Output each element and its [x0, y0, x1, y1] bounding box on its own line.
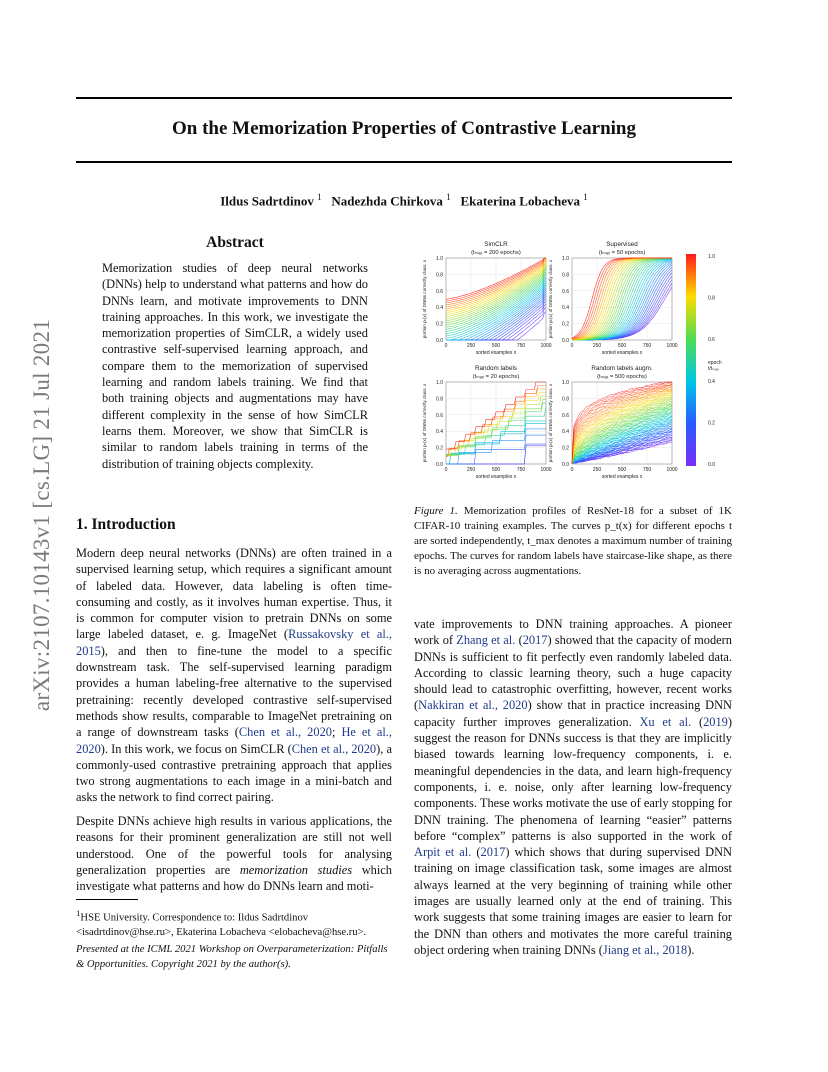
author-name: Ildus Sadrtdinov: [220, 193, 314, 209]
x-axis-label: sorted examples x: [475, 350, 517, 356]
intro-paragraph-2-part-1: [76, 813, 392, 894]
x-tick-label: 0: [570, 467, 574, 473]
y-tick-label: 1.0: [562, 256, 569, 262]
y-tick-label: 0.2: [436, 445, 443, 452]
colorbar: [686, 254, 696, 466]
caption-label: Figure 1.: [414, 505, 458, 517]
x-tick-label: 250: [466, 343, 476, 349]
author-name: Nadezhda Chirkova: [331, 193, 443, 209]
body-text: ), and then to fine-tune the model to a specific downstream task. The self-supervised learning paradigm provides a human labeling-free alternative to the supervised pretraining: recently developed contrastive self-supervised methods show results, comparable to ImageNet pretraining on a range of downstream tasks (: [76, 643, 392, 740]
y-tick-label: 0.2: [436, 321, 443, 328]
footnote-mark: 1: [76, 908, 81, 918]
top-rule: [76, 97, 732, 99]
body-text: (: [515, 633, 523, 648]
x-tick-label: 0: [570, 343, 574, 349]
body-text: Modern deep neural networks (DNNs) are often trained in a supervised learning setup, which requires a significant amount of labeled data. However, data labeling is often time-consuming and costly, as it involves human expertise. Thus, it is common for computer vision to pretrain DNNs on some large labeled dataset, e. g. ImageNet (: [76, 546, 392, 642]
intro-paragraph-1: [76, 545, 392, 806]
y-axis-label: portion pₜ(x) of DNNs correctly class. x: [422, 259, 427, 339]
body-text: which investigate what patterns and how do DNNs learn and moti-: [76, 862, 393, 894]
x-tick-label: 0: [444, 467, 448, 473]
x-tick-label: 250: [466, 467, 476, 473]
section-heading: 1. Introduction: [76, 516, 176, 533]
citation-link[interactable]: Xu et al.: [639, 714, 692, 729]
colorbar-tick: 0.6: [708, 337, 715, 344]
x-tick-label: 500: [491, 343, 501, 349]
body-text: (: [471, 845, 481, 860]
x-tick-label: 750: [516, 343, 526, 349]
x-tick-label: 250: [592, 467, 602, 473]
x-axis-label: sorted examples x: [601, 474, 643, 480]
subplot-subtitle: (tₘₐₓ = 50 epochs): [598, 250, 646, 256]
x-tick-label: 750: [516, 467, 526, 473]
subplot-subtitle: (tₘₐₓ = 500 epochs): [597, 374, 647, 380]
abstract-body: Memorization studies of deep neural networks (DNNs) help to understand what patterns and how do DNNs learn, and motivate improvements to DNN training approaches. In this work, we investigate the memorization properties of SimCLR, a widely used contrastive self-supervised learning approach, and compare them to the memorization of supervised learning and random labels training. We find that both training objects and augmentations may have different complexity in the sense of how SimCLR learns them. Moreover, we show that SimCLR is similar to random labels training in terms of the distribution of training objects complexity.: [102, 261, 368, 471]
citation-link[interactable]: Chen et al., 2020: [291, 741, 377, 756]
y-tick-label: 0.6: [562, 288, 569, 295]
body-text: ) which shows that during supervised DNN training on image classification task, some images are almost always learned at the very beginning of training while other images are usually learned only at the end of training. This work suggests that some training images are easier to learn for the DNN than others and motivates the more careful training object ordering when training DNNs (: [414, 845, 732, 957]
y-tick-label: 0.8: [436, 272, 443, 279]
citation-link[interactable]: Nakkiran et al., 2020: [418, 698, 528, 713]
citation-link[interactable]: He et al., 2020: [76, 725, 392, 756]
affiliation-mark: 1: [317, 192, 322, 202]
body-text: ). In this work, we focus on SimCLR (: [100, 741, 292, 756]
x-tick-label: 750: [642, 467, 652, 473]
y-tick-label: 1.0: [562, 380, 569, 386]
colorbar-tick: 0.4: [708, 378, 715, 385]
y-tick-label: 0.8: [562, 396, 569, 403]
y-tick-label: 0.4: [562, 305, 569, 312]
y-tick-label: 0.6: [562, 412, 569, 419]
body-text: Despite DNNs achieve high results in various applications, the reasons for their prominent generalization are still not well understood. One of the powerful tools for analysing generalization properties are: [76, 814, 392, 877]
y-tick-label: 0.2: [562, 445, 569, 452]
citation-link[interactable]: Russakovsky et al., 2015: [76, 627, 393, 658]
x-tick-label: 500: [617, 467, 627, 473]
subplot-subtitle: (tₘₐₓ = 20 epochs): [472, 374, 520, 380]
y-axis-label: portion pₜ(x) of DNNs correctly class. x: [548, 259, 553, 339]
body-text: (: [691, 714, 704, 729]
paper-title: On the Memorization Properties of Contrastive Learning: [171, 118, 636, 139]
citation-link[interactable]: Chen et al., 2020: [238, 725, 332, 740]
caption-text: Memorization profiles of ResNet-18 for a subset of 1K CIFAR-10 training examples. The curves p_t(x) for different epochs t are sorted independently, t_max denotes a maximum number of training epochs. The curves for random labels have staircase-like shape, as there is no averaging across augmentations.: [414, 505, 732, 577]
affiliation-mark: 1: [446, 192, 451, 202]
y-tick-label: 0.4: [436, 429, 443, 436]
footnote: [76, 906, 392, 941]
y-tick-label: 0.4: [436, 305, 443, 312]
citation-link[interactable]: Jiang et al., 2018: [602, 942, 688, 957]
subplot-title: Random labels: [474, 365, 518, 372]
y-tick-label: 0.0: [562, 338, 569, 344]
body-text: memorization studies: [239, 862, 353, 877]
body-text: ;: [331, 725, 342, 740]
body-text: ), a commonly-used contrastive pretraining approach that applies two strong augmentations to each image in a mini-batch and asks the network to find correct pairing.: [76, 741, 392, 805]
y-tick-label: 0.0: [436, 462, 443, 468]
citation-link[interactable]: Arpit et al.: [414, 845, 472, 860]
y-tick-label: 0.6: [436, 288, 443, 295]
title-rule: [76, 161, 732, 163]
body-text: ).: [687, 942, 695, 957]
subplot-title: Random labels augm.: [591, 365, 653, 372]
body-text: vate improvements to DNN training approaches. A pioneer work of: [414, 617, 732, 648]
x-tick-label: 1000: [666, 343, 678, 349]
citation-link[interactable]: 2017: [480, 845, 506, 860]
intro-paragraph-2-part-2: [414, 616, 732, 958]
body-text: ) suggest the reason for DNNs success is that they are implicitly biased towards learning low-frequency components, i. e. meaningful dependencies in the data, and learn high-frequency components, i. e. noise, only after learning low-frequency components. These works motivate the use of early stopping for DNN training. The phenomena of learning “easier” patterns before “complex” patterns is also supported in the work of: [414, 714, 732, 843]
y-tick-label: 0.4: [562, 429, 569, 436]
venue-note: Presented at the ICML 2021 Workshop on Overparameterization: Pitfalls & Opportunities. Copyright 2021 by the author(s).: [76, 944, 388, 970]
memorization-figure: [414, 234, 738, 484]
body-text: ) show that in practice increasing DNN capacity further improves generalization.: [414, 698, 732, 729]
x-tick-label: 1000: [540, 467, 552, 473]
footnote-text: HSE University. Correspondence to: Ildus Sadrtdinov <isadrtdinov@hse.ru>, Ekaterina Lobacheva <elobacheva@hse.ru>.: [76, 912, 367, 939]
y-tick-label: 0.0: [436, 338, 443, 344]
author-name: Ekaterina Lobacheva: [460, 193, 580, 209]
subplot-subtitle: (tₘₐₓ = 200 epochs): [471, 250, 521, 256]
x-axis-label: sorted examples x: [475, 474, 517, 480]
y-tick-label: 0.8: [436, 396, 443, 403]
footnote-rule: [76, 899, 138, 900]
y-tick-label: 0.8: [562, 272, 569, 279]
affiliation-mark: 1: [583, 192, 588, 202]
colorbar-label: t/tₘₐₓ: [708, 366, 719, 372]
body-text: ) showed that the capacity of modern DNNs is sufficient to fit perfectly even randomly labeled data. According to classic learning theory, such a huge capacity should lead to catastrophic overfitting, however, recent works (: [414, 633, 732, 713]
x-tick-label: 0: [444, 343, 448, 349]
x-tick-label: 1000: [666, 467, 678, 473]
colorbar-tick: 1.0: [708, 254, 715, 260]
subplot-title: Supervised: [606, 241, 638, 248]
arxiv-identifier: arXiv:2107.10143v1 [cs.LG] 21 Jul 2021: [29, 318, 54, 712]
y-tick-label: 0.0: [562, 462, 569, 468]
citation-link[interactable]: Zhang et al.: [456, 633, 516, 648]
citation-link[interactable]: 2017: [522, 633, 548, 648]
colorbar-label: epoch: [708, 360, 722, 366]
x-tick-label: 250: [592, 343, 602, 349]
colorbar-tick: 0.2: [708, 420, 715, 427]
citation-link[interactable]: 2019: [703, 714, 728, 729]
x-tick-label: 500: [491, 467, 501, 473]
y-tick-label: 0.6: [436, 412, 443, 419]
y-tick-label: 1.0: [436, 256, 443, 262]
figure-caption: [414, 504, 732, 579]
y-axis-label: portion pₜ(x) of DNNs correctly class. x: [422, 383, 427, 463]
author-list: [76, 192, 732, 209]
y-axis-label: portion pₜ(x) of DNNs correctly class. x: [548, 383, 553, 463]
x-axis-label: sorted examples x: [601, 350, 643, 356]
subplot-title: SimCLR: [484, 241, 508, 248]
x-tick-label: 500: [617, 343, 627, 349]
colorbar-tick: 0.8: [708, 295, 715, 302]
y-tick-label: 0.2: [562, 321, 569, 328]
x-tick-label: 1000: [540, 343, 552, 349]
colorbar-tick: 0.0: [708, 462, 715, 468]
abstract-heading: Abstract: [206, 234, 264, 251]
y-tick-label: 1.0: [436, 380, 443, 386]
x-tick-label: 750: [642, 343, 652, 349]
